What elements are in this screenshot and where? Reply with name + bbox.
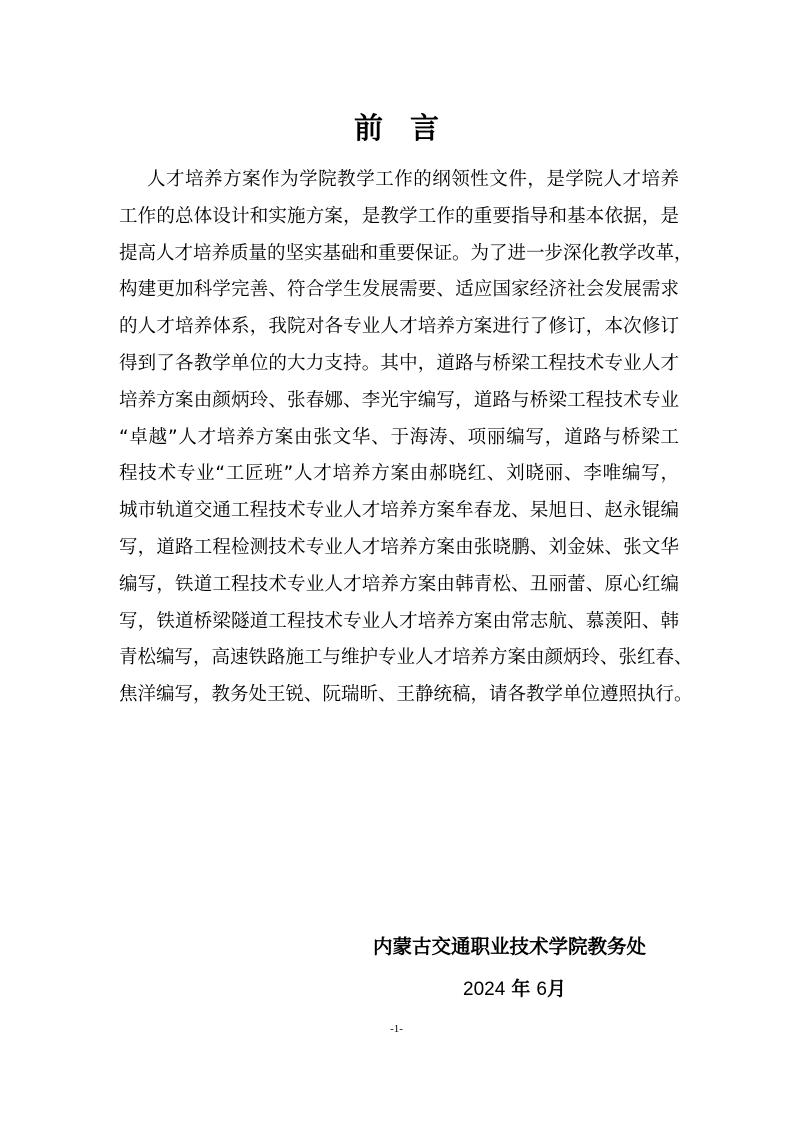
- paragraph-line: 提高人才培养质量的坚实基础和重要保证。为了进一步深化教学改革，: [119, 242, 693, 264]
- paragraph-line: 写，铁道桥梁隧道工程技术专业人才培养方案由常志航、慕羡阳、韩: [119, 610, 679, 632]
- paragraph-line: 城市轨道交通工程技术专业人才培养方案牟春龙、杲旭日、赵永锟编: [119, 500, 679, 522]
- paragraph-line: 的人才培养体系，我院对各专业人才培养方案进行了修订，本次修订: [119, 316, 679, 338]
- paragraph-line: “卓越”人才培养方案由张文华、于海涛、项丽编写，道路与桥梁工: [119, 426, 679, 448]
- paragraph-line: 人才培养方案作为学院教学工作的纲领性文件，是学院人才培养: [147, 169, 679, 190]
- page-number: -1-: [390, 1023, 403, 1035]
- date-year: 2024: [463, 979, 506, 1000]
- signature-department: 内蒙古交通职业技术学院教务处: [373, 935, 647, 958]
- paragraph-line: 得到了各教学单位的大力支持。其中，道路与桥梁工程技术专业人才: [119, 352, 679, 374]
- date-month: 6: [536, 979, 547, 1000]
- paragraph-line: 培养方案由颜炳玲、张春娜、李光宇编写，道路与桥梁工程技术专业: [119, 389, 679, 411]
- paragraph-line: 编写，铁道工程技术专业人才培养方案由韩青松、丑丽蕾、原心红编: [119, 573, 679, 595]
- signature-date: [463, 974, 566, 1005]
- paragraph-line: 焦洋编写，教务处王锐、阮瑞昕、王静统稿，请各教学单位遵照执行。: [119, 684, 693, 706]
- paragraph-line: 青松编写，高速铁路施工与维护专业人才培养方案由颜炳玲、张红春、: [119, 647, 693, 669]
- date-year-unit: 年: [511, 978, 531, 1000]
- paragraph-line: 写，道路工程检测技术专业人才培养方案由张晓鹏、刘金妹、张文华: [119, 536, 679, 558]
- date-month-unit: 月: [546, 978, 566, 1000]
- paragraph-line: 程技术专业“工匠班”人才培养方案由郝晓红、刘晓丽、李唯编写，: [119, 463, 679, 485]
- paragraph-line: 工作的总体设计和实施方案，是教学工作的重要指导和基本依据，是: [119, 205, 679, 227]
- preface-paragraph: [119, 162, 693, 714]
- paragraph-line: 构建更加科学完善、符合学生发展需要、适应国家经济社会发展需求: [119, 279, 679, 301]
- page-title: 前言: [353, 111, 466, 145]
